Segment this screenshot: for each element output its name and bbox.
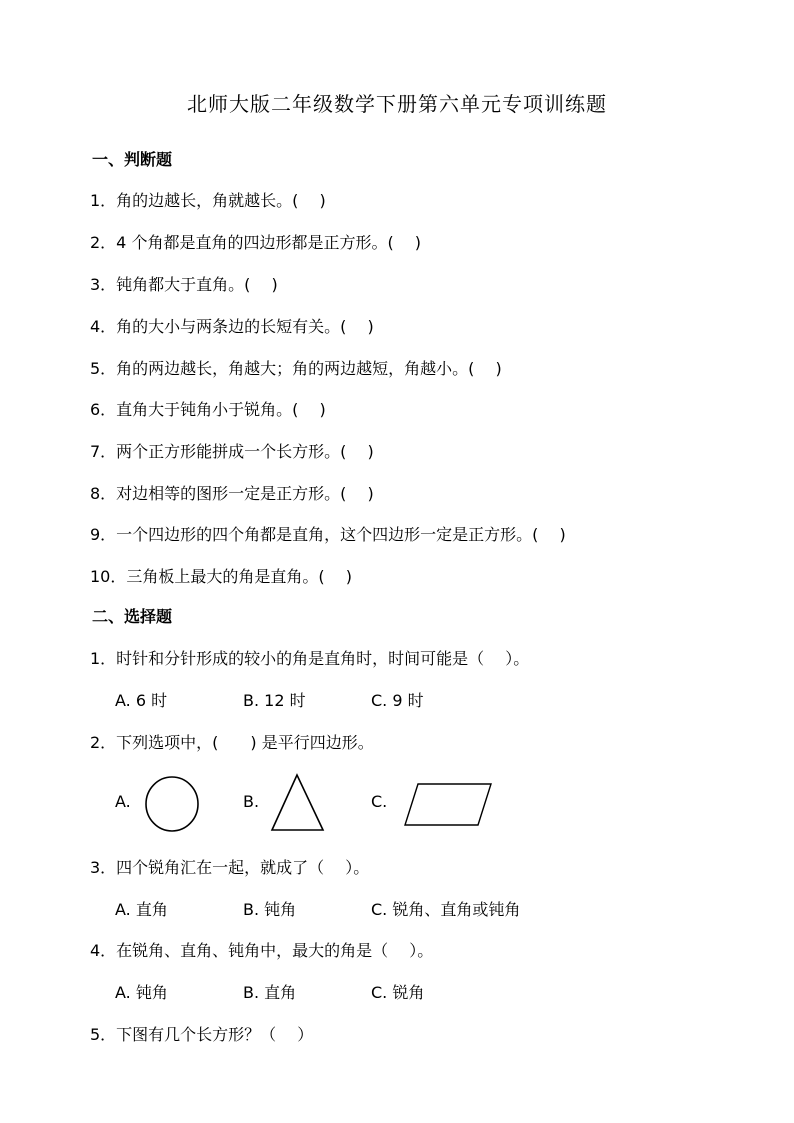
choice-question-4: 4．在锐角、直角、钝角中，最大的角是（ ）。: [90, 941, 434, 960]
judge-item-8: 8．对边相等的图形一定是正方形。( ): [90, 484, 374, 503]
choice-3-option-c: C. 锐角、直角或钝角: [371, 900, 521, 919]
choice-question-5: 5．下图有几个长方形？（ ）: [90, 1025, 314, 1044]
choice-2-option-b: B.: [243, 792, 260, 811]
judge-item-3: 3．钝角都大于直角。( ): [90, 275, 278, 294]
choice-2-option-c: C.: [371, 792, 388, 811]
judge-item-1: 1．角的边越长，角就越长。( ): [90, 191, 326, 210]
circle-icon: [144, 775, 202, 833]
choice-question-1: 1．时针和分针形成的较小的角是直角时，时间可能是（ ）。: [90, 649, 530, 668]
choice-4-option-c: C. 锐角: [371, 983, 425, 1002]
choice-4-option-b: B. 直角: [243, 983, 297, 1002]
page-title: 北师大版二年级数学下册第六单元专项训练题: [187, 92, 607, 116]
choice-3-option-b: B. 钝角: [243, 900, 297, 919]
parallelogram-icon: [402, 782, 494, 828]
judge-item-4: 4．角的大小与两条边的长短有关。( ): [90, 317, 374, 336]
judge-item-5: 5．角的两边越长，角越大；角的两边越短，角越小。( ): [90, 359, 502, 378]
judge-item-9: 9．一个四边形的四个角都是直角，这个四边形一定是正方形。( ): [90, 525, 566, 544]
judge-item-7: 7．两个正方形能拼成一个长方形。( ): [90, 442, 374, 461]
choice-4-option-a: A. 钝角: [115, 983, 168, 1002]
choice-1-option-a: A. 6 时: [115, 691, 168, 710]
choice-1-option-c: C. 9 时: [371, 691, 424, 710]
choice-question-3: 3．四个锐角汇在一起，就成了（ ）。: [90, 858, 370, 877]
judge-item-2: 2．4 个角都是直角的四边形都是正方形。( ): [90, 233, 422, 252]
choice-2-option-a: A.: [115, 792, 131, 811]
section-heading-choice: 二、选择题: [92, 607, 173, 626]
triangle-icon: [268, 772, 328, 834]
judge-item-6: 6．直角大于钝角小于锐角。( ): [90, 400, 326, 419]
choice-1-option-b: B. 12 时: [243, 691, 306, 710]
choice-3-option-a: A. 直角: [115, 900, 168, 919]
choice-question-2: 2．下列选项中，( ) 是平行四边形。: [90, 733, 374, 752]
section-heading-judgement: 一、判断题: [92, 150, 173, 169]
judge-item-10: 10．三角板上最大的角是直角。( ): [90, 567, 352, 586]
